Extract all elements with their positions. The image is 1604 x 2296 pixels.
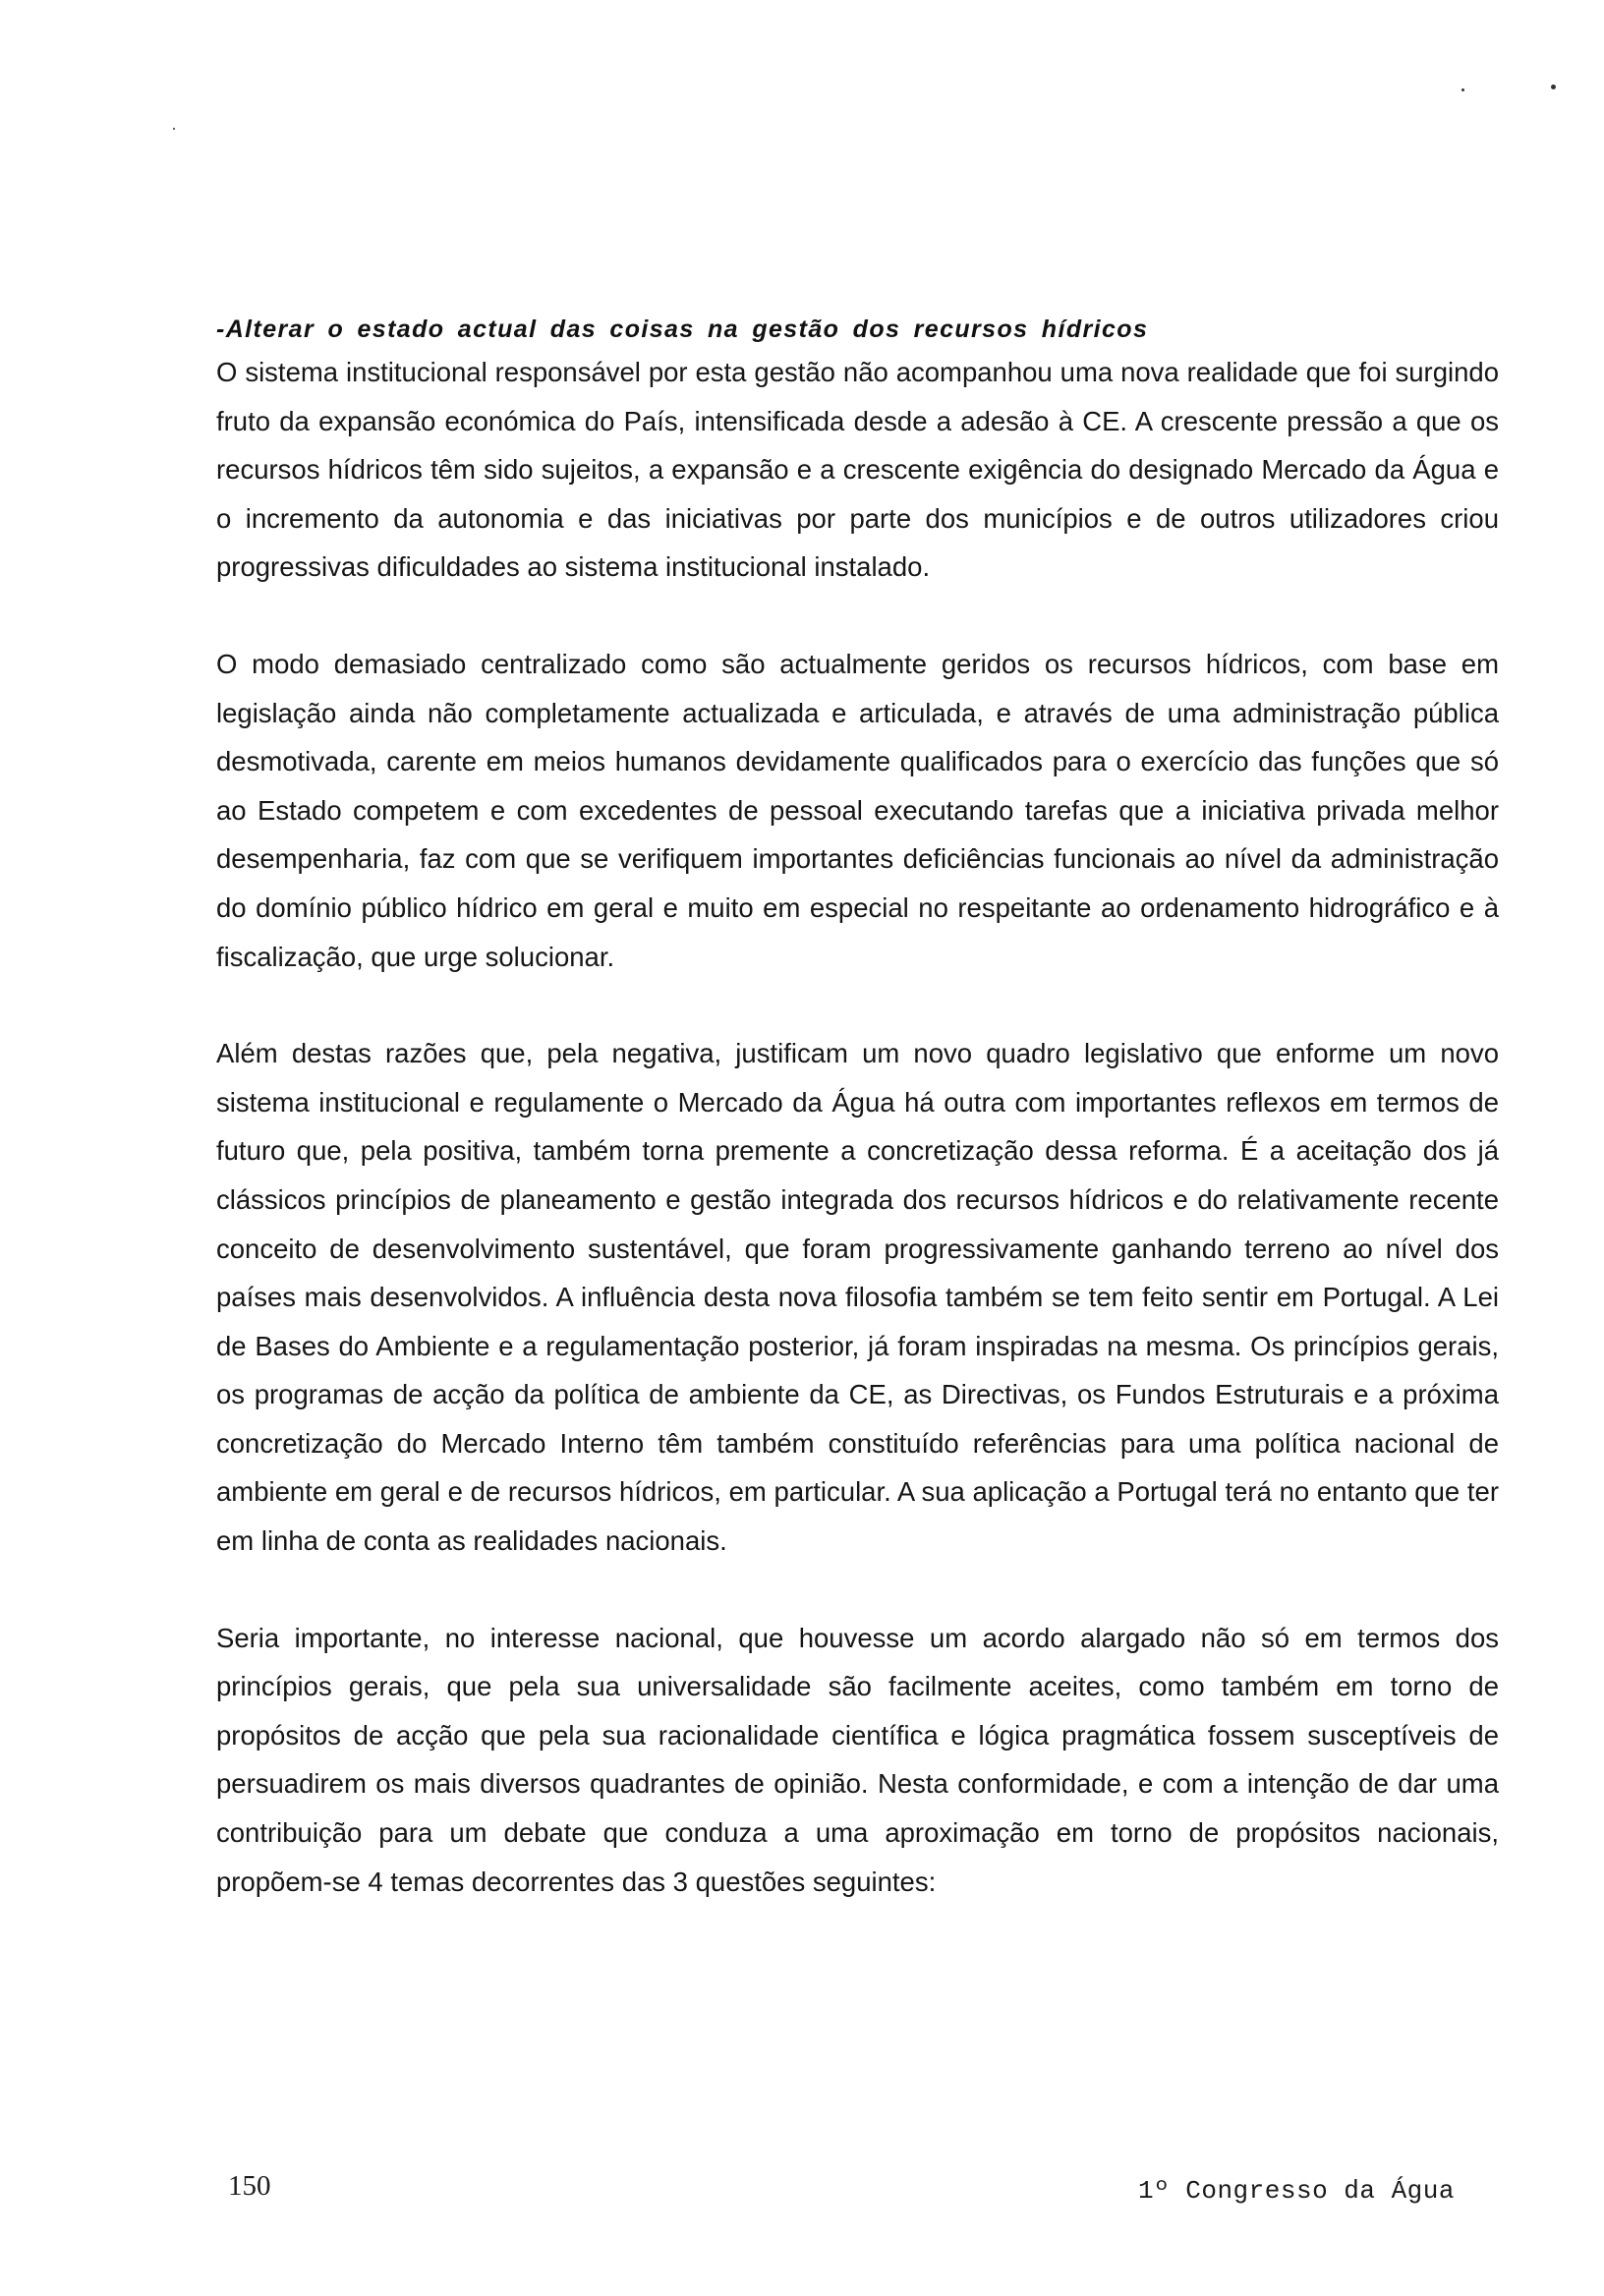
scan-speck: [1461, 88, 1464, 91]
running-footer: 1º Congresso da Água: [1137, 2176, 1455, 2206]
page-number: 150: [228, 2170, 271, 2202]
paragraph-3: Além destas razões que, pela negativa, justificam um novo quadro legislativo que enforme um novo sistema institucional e regulamente o Mercado da Água há outra com importantes reflexos em termos de futuro que, pela positiva, também torna premente a concretização dessa reforma. É a aceitação dos já clássicos princípios de planeamento e gestão integrada dos recursos hídricos e do relativamente recente conceito de desenvolvimento sustentável, que foram progressivamente ganhando terreno ao nível dos países mais desenvolvidos. A influência desta nova filosofia também se tem feito sentir em Portugal. A Lei de Bases do Ambiente e a regulamentação posterior, já foram inspiradas na mesma. Os princípios gerais, os programas de acção da política de ambiente da CE, as Directivas, os Fundos Estruturais e a próxima concretização do Mercado Interno têm também constituído referências para uma política nacional de ambiente em geral e de recursos hídricos, em particular. A sua aplicação a Portugal terá no entanto que ter em linha de conta as realidades nacionais.: [216, 1038, 1499, 1557]
paragraph-2: O modo demasiado centralizado como são actualmente geridos os recursos hídricos, com base em legislação ainda não completamente actualizada e articulada, e através de uma administração pública desmotivada, carente em meios humanos devidamente qualificados para o exercício das funções que só ao Estado competem e com excedentes de pessoal executando tarefas que a iniciativa privada melhor desempenharia, faz com que se verifiquem importantes deficiências funcionais ao nível da administração do domínio público hídrico em geral e muito em especial no respeitante ao ordenamento hidrográfico e à fiscalização, que urge solucionar.: [216, 648, 1499, 972]
section-heading: -Alterar o estado actual das coisas na gestão dos recursos hídricos: [216, 316, 1149, 343]
main-text: [216, 313, 1499, 1906]
paragraph-1: O sistema institucional responsável por esta gestão não acompanhou uma nova realidade que foi surgindo fruto da expansão económica do País, intensificada desde a adesão à CE. A crescente pressão a que os recursos hídricos têm sido sujeitos, a expansão e a crescente exigência do designado Mercado da Água e o incremento da autonomia e das iniciativas por parte dos municípios e de outros utilizadores criou progressivas dificuldades ao sistema institucional instalado.: [216, 357, 1499, 583]
scan-speck: [1551, 85, 1556, 89]
scan-speck: [173, 128, 175, 130]
paragraph-4: Seria importante, no interesse nacional, que houvesse um acordo alargado não só em termos dos princípios gerais, que pela sua universalidade são facilmente aceites, como também em torno de propósitos de acção que pela sua racionalidade científica e lógica pragmática fossem susceptíveis de persuadirem os mais diversos quadrantes de opinião. Nesta conformidade, e com a intenção de dar uma contribuição para um debate que conduza a uma aproximação em torno de propósitos nacionais, propõem-se 4 temas decorrentes das 3 questões seguintes:: [216, 1622, 1499, 1897]
